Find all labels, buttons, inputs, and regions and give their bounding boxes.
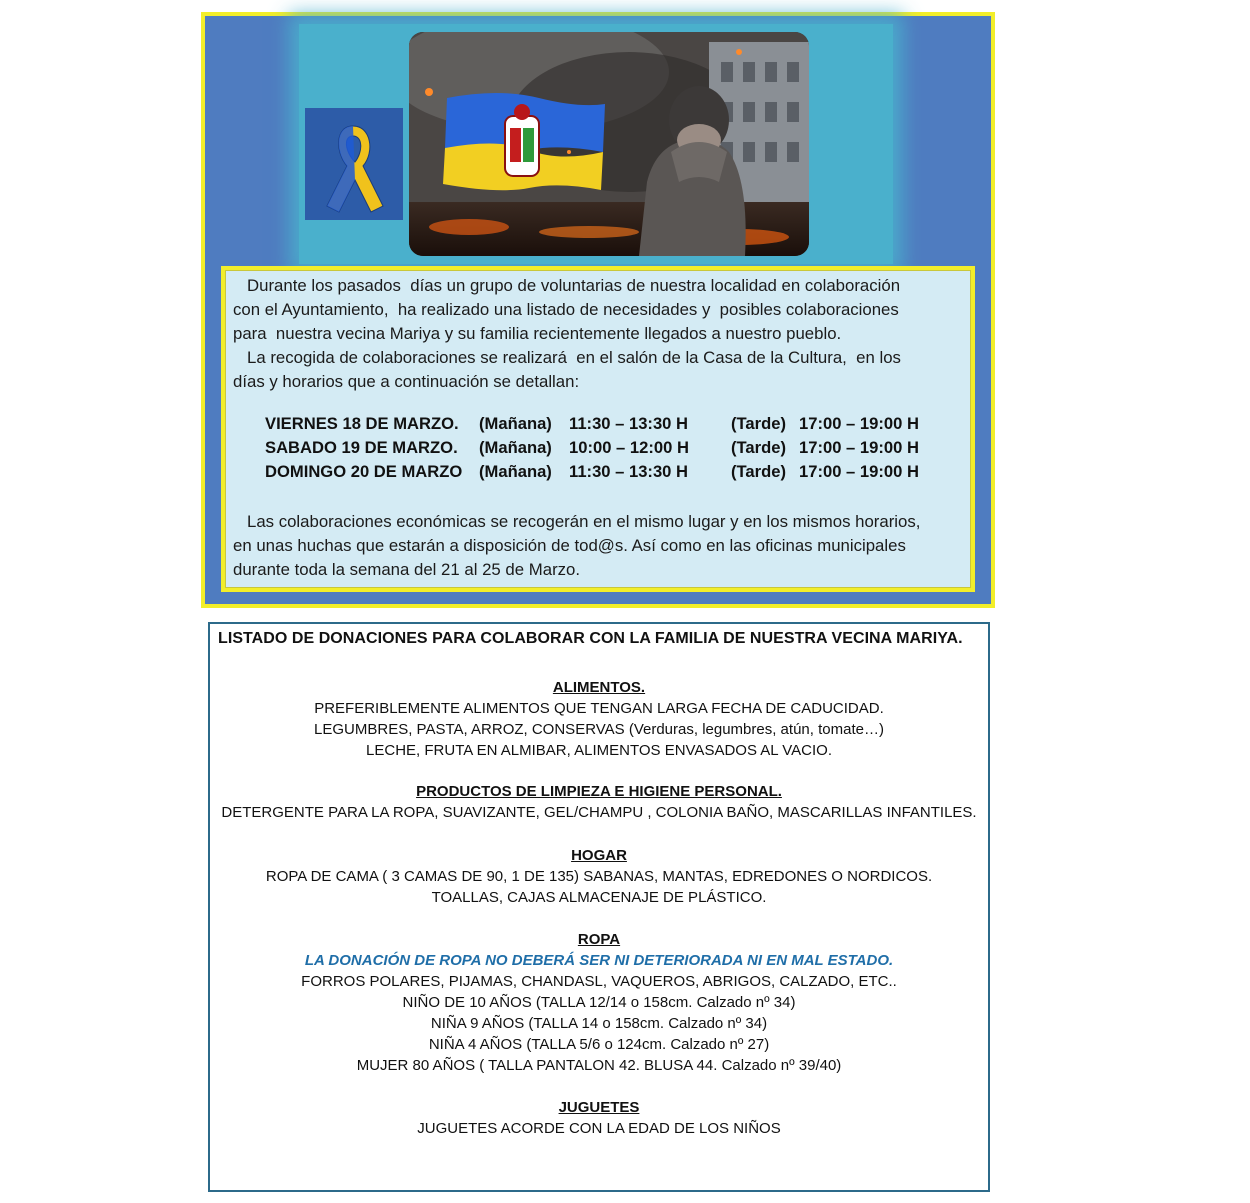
poster: [201, 12, 995, 608]
closing-line-2: en unas huchas que estarán a disposición de tod@s. Así como en las oficinas municipales: [233, 536, 906, 555]
intro-line-4: La recogida de colaboraciones se realizará en el salón de la Casa de la Cultura, en los: [233, 348, 901, 367]
afternoon-label: (Tarde): [731, 414, 787, 433]
list-item: DETERGENTE PARA LA ROPA, SUAVIZANTE, GEL/CHAMPU , COLONIA BAÑO, MASCARILLAS INFANTILES.: [221, 804, 977, 821]
section-limpieza: [210, 782, 988, 823]
afternoon-label: (Tarde): [731, 462, 787, 481]
donation-list: [208, 622, 990, 1192]
info-panel: [221, 266, 975, 592]
list-item: NIÑA 9 AÑOS (TALLA 14 o 158cm. Calzado nº 34): [430, 1015, 768, 1032]
awareness-ribbon-icon: [305, 108, 403, 220]
flag-image: [443, 93, 605, 190]
section-alimentos: [210, 678, 988, 761]
intro-line-1: Durante los pasados días un grupo de voluntarias de nuestra localidad en colaboración: [233, 276, 901, 295]
morning-hours: 10:00 – 12:00 H: [569, 438, 689, 457]
intro-line-3: para nuestra vecina Mariya y su familia recientemente llegados a nuestro pueblo.: [233, 324, 842, 343]
schedule-day: VIERNES 18 DE MARZO.: [265, 414, 459, 433]
list-item: PREFERIBLEMENTE ALIMENTOS QUE TENGAN LARGA FECHA DE CADUCIDAD.: [314, 700, 884, 717]
intro-line-5: días y horarios que a continuación se detallan:: [233, 372, 580, 391]
afternoon-label: (Tarde): [731, 438, 787, 457]
afternoon-hours: 17:00 – 19:00 H: [799, 462, 919, 481]
afternoon-hours: 17:00 – 19:00 H: [799, 414, 919, 433]
war-scene-image: [409, 32, 809, 256]
scene-illustration: [409, 32, 809, 256]
list-title: LISTADO DE DONACIONES PARA COLABORAR CON LA FAMILIA DE NUESTRA VECINA MARIYA.: [218, 630, 963, 647]
schedule-day: DOMINGO 20 DE MARZO: [265, 462, 463, 481]
list-item: JUGUETES ACORDE CON LA EDAD DE LOS NIÑOS: [417, 1120, 781, 1137]
clothing-note: LA DONACIÓN DE ROPA NO DEBERÁ SER NI DETERIORADA NI EN MAL ESTADO.: [304, 952, 894, 969]
list-item: LECHE, FRUTA EN ALMIBAR, ALIMENTOS ENVASADOS AL VACIO.: [366, 742, 832, 759]
section-hogar: [210, 846, 988, 908]
morning-hours: 11:30 – 13:30 H: [569, 462, 689, 481]
list-item: NIÑA 4 AÑOS (TALLA 5/6 o 124cm. Calzado nº 27): [428, 1036, 770, 1053]
closing-line-1: Las colaboraciones económicas se recogerán en el mismo lugar y en los mismos horarios,: [233, 512, 921, 531]
section-ropa: [210, 930, 988, 1076]
schedule-day: SABADO 19 DE MARZO.: [265, 438, 458, 457]
list-item: MUJER 80 AÑOS ( TALLA PANTALON 42. BLUSA 44. Calzado nº 39/40): [356, 1057, 842, 1074]
section-heading: PRODUCTOS DE LIMPIEZA E HIGIENE PERSONAL.: [416, 783, 782, 800]
list-item: TOALLAS, CAJAS ALMACENAJE DE PLÁSTICO.: [431, 889, 767, 906]
section-juguetes: [210, 1098, 988, 1139]
intro-line-2: con el Ayuntamiento, ha realizado una listado de necesidades y posibles colaboraciones: [233, 300, 899, 319]
morning-label: (Mañana): [479, 462, 552, 481]
morning-label: (Mañana): [479, 438, 552, 457]
section-heading: JUGUETES: [558, 1099, 640, 1116]
morning-label: (Mañana): [479, 414, 552, 433]
list-item: ROPA DE CAMA ( 3 CAMAS DE 90, 1 DE 135) SABANAS, MANTAS, EDREDONES O NORDICOS.: [265, 868, 933, 885]
morning-hours: 11:30 – 13:30 H: [569, 414, 689, 433]
list-item: LEGUMBRES, PASTA, ARROZ, CONSERVAS (Verduras, legumbres, atún, tomate…): [314, 721, 884, 738]
ribbon-image: [305, 108, 403, 220]
header-banner: [299, 24, 893, 264]
section-heading: HOGAR: [571, 847, 627, 864]
closing-line-3: durante toda la semana del 21 al 25 de Marzo.: [233, 560, 581, 579]
list-item: FORROS POLARES, PIJAMAS, CHANDASL, VAQUEROS, ABRIGOS, CALZADO, ETC..: [301, 973, 897, 990]
list-item: NIÑO DE 10 AÑOS (TALLA 12/14 o 158cm. Calzado nº 34): [402, 994, 796, 1011]
afternoon-hours: 17:00 – 19:00 H: [799, 438, 919, 457]
section-heading: ALIMENTOS.: [552, 679, 646, 696]
section-heading: ROPA: [577, 931, 621, 948]
